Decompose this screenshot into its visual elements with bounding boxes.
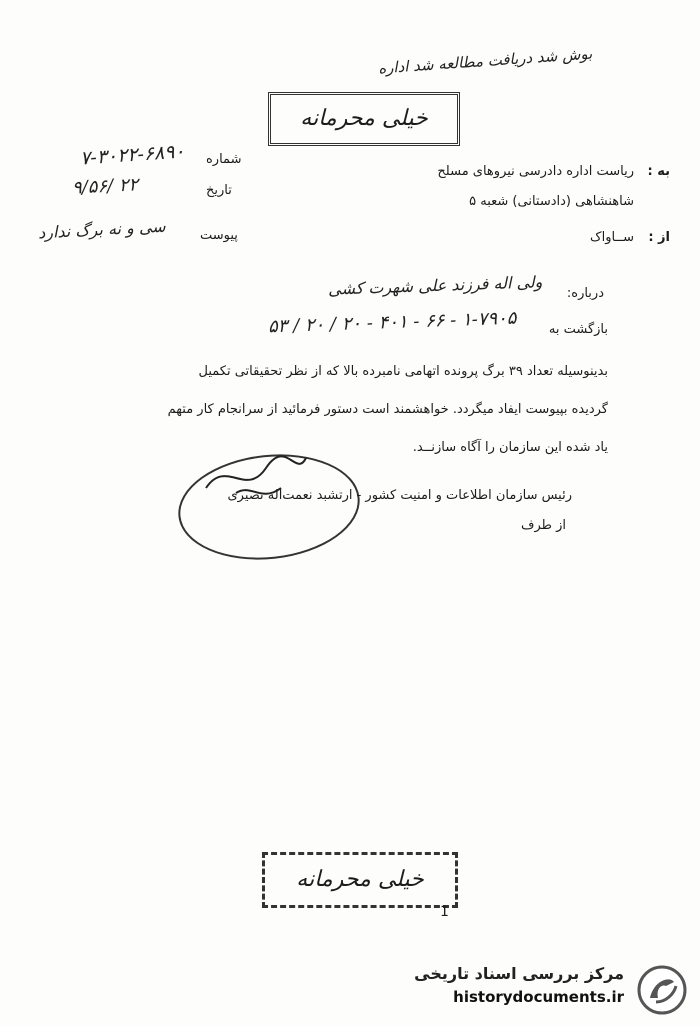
archive-logo-icon — [636, 964, 688, 1016]
from-label: از : — [648, 230, 670, 245]
attachment-label: پیوست — [200, 228, 238, 243]
confidential-stamp-top: خیلی محرمانه — [268, 92, 460, 146]
attachment-value: سی و نه برگ ندارد — [37, 216, 167, 243]
signature-by: از طرف — [520, 518, 566, 533]
confidential-stamp-bottom: خیلی محرمانه — [262, 852, 458, 908]
to-line-2: شاهنشاهی (دادستانی) شعبه ۵ — [469, 194, 634, 209]
page-mark: 1 — [440, 904, 449, 920]
body-line-1: بدینوسیله تعداد ۳۹ برگ پرونده اتهامی نامبرده بالا که از نظر تحقیقاتی تکمیل — [198, 364, 608, 379]
from-value: ســاواک — [590, 230, 634, 245]
body-line-3: یاد شده این سازمان را آگاه سازنــد. — [412, 440, 608, 455]
archive-logo — [396, 958, 696, 1018]
handwritten-annotation: بوش شد دریافت مطالعه شد اداره — [377, 44, 593, 78]
subject-value: ولی اله فرزند علی شهرت کشی — [327, 272, 543, 299]
to-label: به : — [647, 164, 670, 179]
date-label: تاریخ — [206, 183, 232, 198]
body-line-2: گردیده بپیوست ایفاد میگردد. خواهشمند است دستور فرمائید از سرانجام کار متهم — [167, 402, 608, 417]
number-value: ۷-۳۰۲۲-۶۸۹۰ — [79, 140, 186, 170]
number-label: شماره — [206, 152, 242, 167]
archive-title: مرکز بررسی اسناد تاریخی — [414, 964, 624, 983]
to-line-1: ریاست اداره دادرسی نیروهای مسلح — [437, 164, 634, 179]
date-value: ۲۲ /۹/۵۶ — [71, 174, 139, 199]
reference-label: بازگشت به — [548, 322, 608, 337]
subject-label: درباره: — [566, 286, 604, 301]
signature-title: رئیس سازمان اطلاعات و امنیت کشور - ارتشبد نعمت‌اله نصیری — [227, 488, 572, 503]
reference-value: ۱-۷۹۰۵ - ۶۶ - ۴۰۱ - ۲۰ / ۲۰ / ۵۳ — [267, 307, 517, 338]
archive-url: historydocuments.ir — [453, 988, 624, 1006]
